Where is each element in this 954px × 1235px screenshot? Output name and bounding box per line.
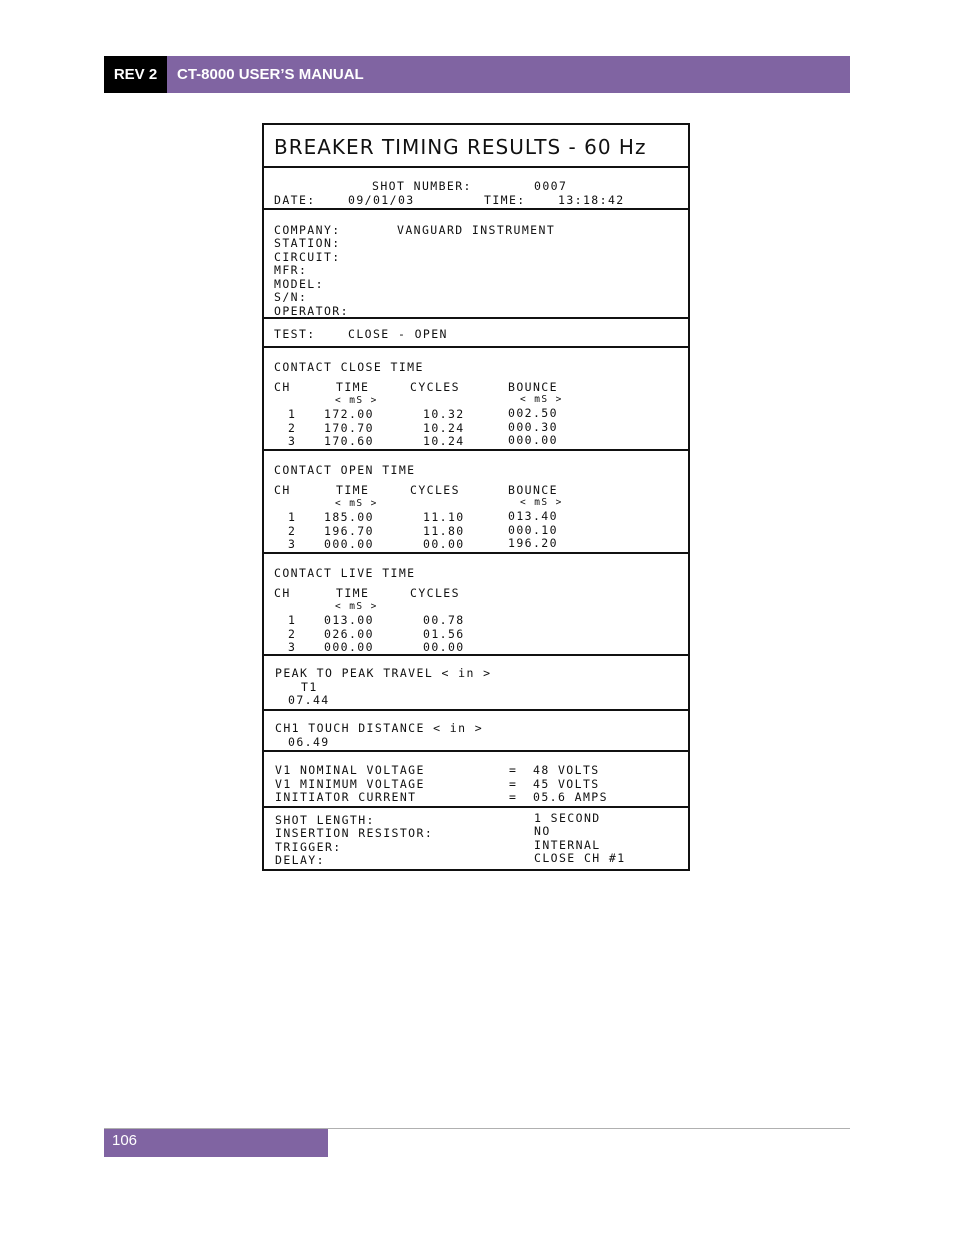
col-header-cycles: CYCLES	[410, 586, 460, 600]
col-header-time: TIME	[336, 586, 370, 600]
voltage-value: 45 VOLTS	[533, 777, 600, 791]
cell-cycles: 11.80	[423, 524, 465, 538]
site-info-section	[264, 210, 688, 319]
setting-value: 1 SECOND	[534, 811, 601, 825]
setting-label: SHOT LENGTH:	[275, 813, 375, 827]
company-label: COMPANY:	[274, 223, 341, 237]
circuit-label: CIRCUIT:	[274, 250, 341, 264]
station-label: STATION:	[274, 236, 341, 250]
travel-section	[264, 656, 688, 711]
touch-distance-section	[264, 711, 688, 752]
setting-value: CLOSE CH #1	[534, 851, 626, 865]
cell-time: 170.70	[324, 421, 374, 435]
printout-title: BREAKER TIMING RESULTS - 60 Hz	[274, 135, 647, 159]
cell-ch: 2	[288, 627, 297, 641]
cell-time: 000.00	[324, 537, 374, 551]
travel-value: 07.44	[288, 693, 330, 707]
contact-live-time-section	[264, 554, 688, 656]
section-title: CONTACT LIVE TIME	[274, 566, 416, 580]
voltage-label: V1 NOMINAL VOLTAGE	[275, 763, 425, 777]
cell-cycles: 00.00	[423, 537, 465, 551]
time-label: TIME:	[484, 193, 526, 207]
manual-title: CT-8000 USER’S MANUAL	[167, 56, 850, 93]
cell-ch: 1	[288, 510, 297, 524]
section-title: CONTACT CLOSE TIME	[274, 360, 424, 374]
cell-time: 196.70	[324, 524, 374, 538]
shot-info-section	[264, 168, 688, 210]
cell-bounce: 013.40	[508, 509, 558, 523]
cell-bounce: 000.00	[508, 433, 558, 447]
voltage-value: 48 VOLTS	[533, 763, 600, 777]
col-header-time: TIME	[336, 483, 370, 497]
unit-bounce: < mS >	[520, 497, 563, 508]
col-header-ch: CH	[274, 380, 291, 394]
cell-time: 172.00	[324, 407, 374, 421]
time-value: 13:18:42	[558, 193, 625, 207]
col-header-ch: CH	[274, 483, 291, 497]
setting-label: INSERTION RESISTOR:	[275, 826, 434, 840]
unit-bounce: < mS >	[520, 394, 563, 405]
travel-label: PEAK TO PEAK TRAVEL < in >	[275, 666, 492, 680]
cell-bounce: 000.30	[508, 420, 558, 434]
cell-time: 013.00	[324, 613, 374, 627]
test-section	[264, 319, 688, 348]
cell-time: 000.00	[324, 640, 374, 654]
cell-time: 170.60	[324, 434, 374, 448]
cell-time: 026.00	[324, 627, 374, 641]
cell-cycles: 11.10	[423, 510, 465, 524]
cell-cycles: 10.24	[423, 434, 465, 448]
cell-ch: 3	[288, 537, 297, 551]
cell-cycles: 10.24	[423, 421, 465, 435]
cell-ch: 1	[288, 613, 297, 627]
test-label: TEST:	[274, 327, 316, 341]
contact-close-time-section	[264, 348, 688, 451]
cell-bounce: 002.50	[508, 406, 558, 420]
cell-ch: 3	[288, 434, 297, 448]
cell-cycles: 00.00	[423, 640, 465, 654]
touch-distance-value: 06.49	[288, 735, 330, 749]
breaker-timing-printout	[262, 123, 690, 871]
col-header-bounce: BOUNCE	[508, 380, 558, 394]
mfr-label: MFR:	[274, 263, 308, 277]
cell-ch: 3	[288, 640, 297, 654]
touch-distance-label: CH1 TOUCH DISTANCE < in >	[275, 721, 484, 735]
unit-time: < mS >	[335, 498, 378, 509]
page-header	[104, 56, 850, 93]
test-value: CLOSE - OPEN	[348, 327, 448, 341]
col-header-bounce: BOUNCE	[508, 483, 558, 497]
cell-cycles: 01.56	[423, 627, 465, 641]
contact-open-time-section	[264, 451, 688, 554]
voltage-value: 05.6 AMPS	[533, 790, 608, 804]
setting-label: DELAY:	[275, 853, 325, 867]
voltage-equals: =	[509, 790, 518, 804]
cell-ch: 1	[288, 407, 297, 421]
serial-number-label: S/N:	[274, 290, 308, 304]
company-value: VANGUARD INSTRUMENT	[397, 223, 556, 237]
voltage-section	[264, 752, 688, 808]
voltage-label: V1 MINIMUM VOLTAGE	[275, 777, 425, 791]
shot-number-label: SHOT NUMBER:	[372, 179, 472, 193]
date-label: DATE:	[274, 193, 316, 207]
voltage-equals: =	[509, 777, 518, 791]
model-label: MODEL:	[274, 277, 324, 291]
printout-title-section	[264, 125, 688, 168]
shot-number: 0007	[534, 179, 568, 193]
travel-channel: T1	[301, 680, 318, 694]
cell-time: 185.00	[324, 510, 374, 524]
voltage-label: INITIATOR CURRENT	[275, 790, 417, 804]
cell-bounce: 196.20	[508, 536, 558, 550]
cell-ch: 2	[288, 524, 297, 538]
section-title: CONTACT OPEN TIME	[274, 463, 416, 477]
col-header-time: TIME	[336, 380, 370, 394]
cell-bounce: 000.10	[508, 523, 558, 537]
col-header-cycles: CYCLES	[410, 483, 460, 497]
cell-cycles: 00.78	[423, 613, 465, 627]
date-value: 09/01/03	[348, 193, 415, 207]
cell-cycles: 10.32	[423, 407, 465, 421]
col-header-cycles: CYCLES	[410, 380, 460, 394]
cell-ch: 2	[288, 421, 297, 435]
setting-value: INTERNAL	[534, 838, 601, 852]
voltage-equals: =	[509, 763, 518, 777]
settings-section	[264, 808, 688, 869]
unit-time: < mS >	[335, 395, 378, 406]
setting-value: NO	[534, 824, 551, 838]
setting-label: TRIGGER:	[275, 840, 342, 854]
revision-label: REV 2	[104, 56, 167, 93]
page-number: 106	[104, 1129, 328, 1157]
operator-label: OPERATOR:	[274, 304, 349, 318]
col-header-ch: CH	[274, 586, 291, 600]
unit-time: < mS >	[335, 601, 378, 612]
